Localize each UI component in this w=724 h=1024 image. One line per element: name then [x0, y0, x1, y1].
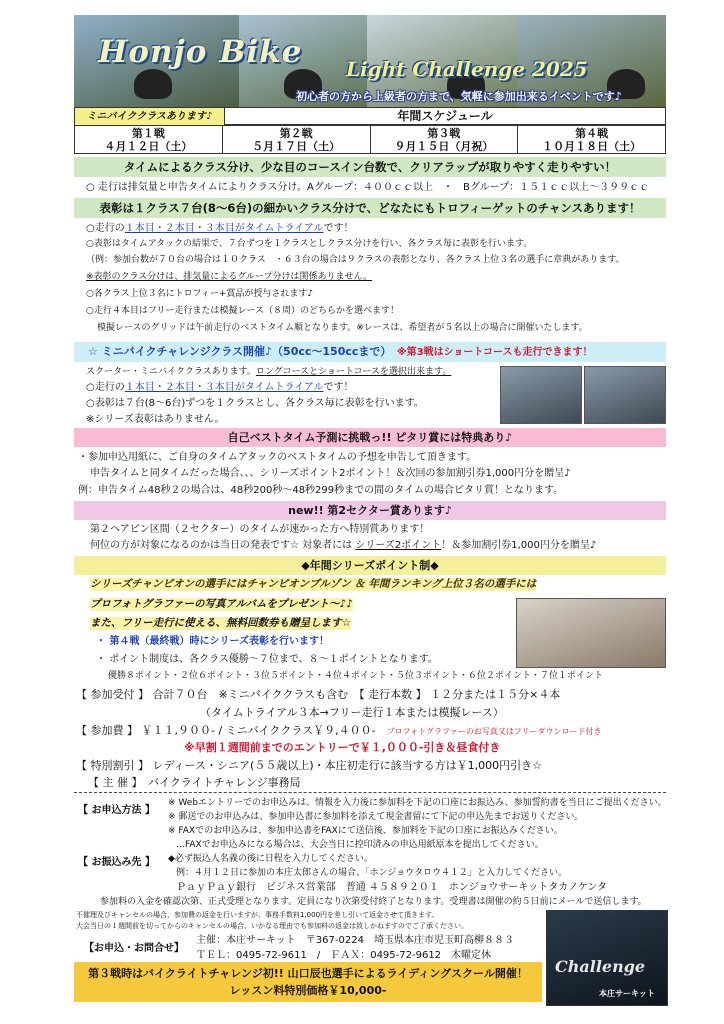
mini-line-1: スクーター・ミニバイククラスあります。ロングコースとショートコースを選択出来ます。	[86, 367, 452, 377]
apply-line-1: ※ Webエントリーでのお申込みは、情報を入力後に参加料を下記の口座にお振込み、参加誓約書を当日にご提出ください。	[168, 798, 667, 808]
school-banner-line-2: レッスン料特別価格￥10,000-	[229, 984, 387, 997]
mini-headline: ☆ ミニバイクチャレンジクラス開催♪（50cc～150ccまで） ※第3戦はショートコースも走行できます！	[74, 342, 666, 362]
series-line-6: 優勝８ポイント・２位６ポイント・３位５ポイント・４位４ポイント・５位３ポイント・６位２ポイント・７位１ポイント	[108, 671, 604, 681]
event-subtitle-title: Light Challenge 2025	[346, 57, 588, 81]
entry-line-2: （タイムトライアル３本→フリー走行１本または模擬レース）	[200, 706, 504, 719]
photo-album-image	[516, 598, 666, 668]
transfer-line-6: 大会当日の１週間前を切ってからのキャンセルの場合、いかなる理由でも参加料の返金は致しかねますのでご了承ください。	[76, 922, 468, 930]
sector-line-2: 何位の方が対象になるのかは当日の発表です☆ 対象者には シリーズ2ポイント！＆参加割引券1,000円分を贈呈♪	[90, 540, 597, 551]
logo-text: Challenge	[555, 957, 646, 976]
podium-line-4: ※表彰のクラス分けは、排気量によるグループ分けは関係ありません。	[86, 272, 373, 282]
best-time-line-1: ・参加申込用紙に、ご自身のタイムアタックのベストタイムの予想を申告して頂きます。	[78, 452, 477, 463]
podium-line-7: 模擬レースのグリッドは午前走行のベストタイム順となります。※レースは、希望者が５名以上の場合に開催いたします。	[97, 323, 588, 333]
best-time-line-2: 申告タイムと同タイムだった場合、、、シリーズポイント2ポイント！＆次回の参加割引券1,000円分を贈呈♪	[90, 468, 571, 479]
entry-line-3: 【 参加費 】 ￥１１,９００‐ / ミニバイククラス￥９,４００‐ プロフォトグラファーのお写真又はフリーダウンロード付き	[76, 724, 602, 737]
series-line-3: また、フリー走行に使える、無料回数券も贈呈します☆	[90, 617, 351, 629]
circuit-name: 本庄サーキット	[599, 989, 655, 998]
entry-line-5: 【 特別割引 】 レディース・シニア(５５歳以上)・本庄初走行に該当する方は￥1,000円引き☆	[76, 759, 542, 772]
series-line-5: ・ ポイント制度は、各クラス優勝～７位まで、８～１ポイントとなります。	[96, 654, 438, 665]
transfer-line-5: 不催理及びキャンセルの場合、参加費の返金を行いますが、事務手数料1,000円を差し引いて返金させて頂きます。	[76, 911, 439, 919]
mini-line-3: ○表彰は７台(8～6台)ずつを１クラスとし、各クラス毎に表彰を行います。	[86, 398, 424, 409]
contact-line-1: 主催：本庄サーキット 〒367-0224 埼玉県本庄市児玉町高柳８８３	[196, 935, 514, 946]
round-cell: 第２戦 ５月１７日（土）	[223, 126, 371, 154]
school-banner-line-1: 第３戦時はバイクライトチャレンジ初!! 山口辰也選手によるライディングスクール開催！	[88, 967, 528, 980]
transfer-line-2: 例：４月１２日に参加の本庄太郎さんの場合、「ホンジョウタロウ４１２」と入力してください。	[176, 868, 568, 878]
podium-line-2: ○表彰はタイムアタックの結果で、７台ずつを１クラスとしクラス分けを行い、各クラス毎に表彰を行います。	[86, 239, 533, 249]
apply-label: 【 お申込方法 】	[78, 805, 155, 816]
mini-bike-photo	[500, 366, 582, 424]
round-cell: 第４戦 １０月１８日（土）	[542, 127, 642, 153]
round-cell: 第３戦 ９月１５日（月祝）	[371, 126, 519, 154]
apply-line-2: ※ 郵送でのお申込みは、参加申込書に参加料を添えて現金書留にて下記の申込先までお送りください。	[168, 812, 584, 822]
class-headline: タイムによるクラス分け、少な目のコースイン台数で、クリアラップが取りやすく走りやすい！	[74, 157, 666, 177]
mini-line-2: ○走行の１本目・２本目・３本目がタイムトライアルです！	[86, 382, 354, 393]
entry-line-1: 【 参加受付 】 合計７０台 ※ミニバイククラスも含む 【 走行本数 】 １２分または１５分×４本	[76, 688, 561, 701]
podium-line-5: ○各クラス上位３名にトロフィー+賞品が授与されます♪	[86, 289, 314, 299]
sector-line-1: 第２ヘアピン区間（２セクター）のタイムが速かった方へ特別賞あります！	[90, 524, 430, 535]
tagline: 初心者の方から上級者の方まで、気軽に参加出来るイベントです♪	[296, 90, 622, 103]
school-banner	[74, 962, 542, 1002]
podium-line-3: （例：参加台数が７０台の場合は１０クラス ・６３台の場合は９クラスの表彰となり、各クラス上位３名の選手に章典があります。	[86, 255, 625, 265]
event-title: Honjo Bike	[98, 34, 303, 70]
contact-line-2: ＴＥＬ：0495-72-9611 / ＦＡＸ：0495-72-9612 木曜定休	[196, 950, 492, 961]
mini-class-tag: ミニバイククラスあります♪	[75, 108, 225, 125]
event-logo	[546, 910, 668, 1006]
mini-line-4: ※シリーズ表彰はありません。	[86, 414, 225, 425]
schedule-table	[74, 107, 666, 154]
entry-line-6: 【 主 催 】 バイクライトチャレンジ事務局	[88, 776, 301, 789]
podium-line-6: ○走行４本目はフリー走行または模擬レース（８周）のどちらかを選べます！	[86, 306, 400, 316]
series-line-2: プロフォトグラファーの写真アルバムをプレゼント～♪♪	[90, 598, 353, 610]
apply-line-4: …FAXでお申込みになる場合は、大会当日に控印済みの申込用紙原本を提出してください。	[176, 840, 544, 850]
best-time-headline: 自己ベストタイム予測に挑戦っ!! ピタリ賞には特典あり♪	[74, 428, 666, 447]
transfer-line-3: ＰａｙＰａｙ銀行 ビジネス営業部 普通 ４５８９２０１ ホンジョウサーキットタカノケンタ	[176, 882, 608, 893]
best-time-line-3: 例：申告タイム48秒２の場合は、48秒200秒～48秒299秒までの間のタイムの場合ピタリ賞！となります。	[78, 485, 564, 496]
schedule-title: 年間スケジュール	[225, 108, 665, 125]
divider	[74, 792, 666, 793]
mini-bike-photo	[584, 366, 666, 424]
series-headline: ◆年間シリーズポイント制◆	[74, 556, 666, 575]
round-cell: 第１戦 ４月１２日（土）	[75, 126, 223, 154]
entry-line-4: ※早割１週間前までのエントリーで￥１,０００‐引き＆昼食付き	[184, 741, 501, 754]
podium-headline: 表彰は１クラス７台(8～6台)の細かいクラス分けで、どなたにもトロフィーゲットのチャンスあります！	[74, 198, 666, 218]
transfer-line-1: ◆必ず振込人名義の後に日程を入力してください。	[168, 854, 373, 864]
series-line-4: ・ 第４戦（最終戦）時にシリーズ表彰を行います！	[96, 636, 329, 647]
contact-label: 【お申込・お問合せ】	[84, 943, 184, 954]
podium-line-1: ○走行の１本目・２本目・３本目がタイムトライアルです！	[86, 223, 354, 234]
apply-line-3: ※ FAXでのお申込みは、参加申込書をFAXにて送信後、参加料を下記の口座にお振込みください。	[168, 826, 563, 836]
sector-headline: new!! 第2セクター賞あります♪	[74, 501, 666, 520]
series-line-1: シリーズチャンピオンの選手にはチャンピオンブルゾン ＆ 年間ランキング上位３名の選手には	[90, 578, 537, 590]
class-line: ○ 走行は排気量と申告タイムによりクラス分け。Aグループ：４００ｃｃ以上 ・ Bグループ：１５１ｃｃ以上～３９９ｃｃ	[86, 182, 650, 193]
transfer-label: 【 お振込み先 】	[78, 857, 155, 868]
transfer-line-4: 参加料の入金を確認次第、正式受理となります。定員になり次第受付終了となります。受理書は開催の約５日前にメールで送信します。	[100, 897, 647, 907]
